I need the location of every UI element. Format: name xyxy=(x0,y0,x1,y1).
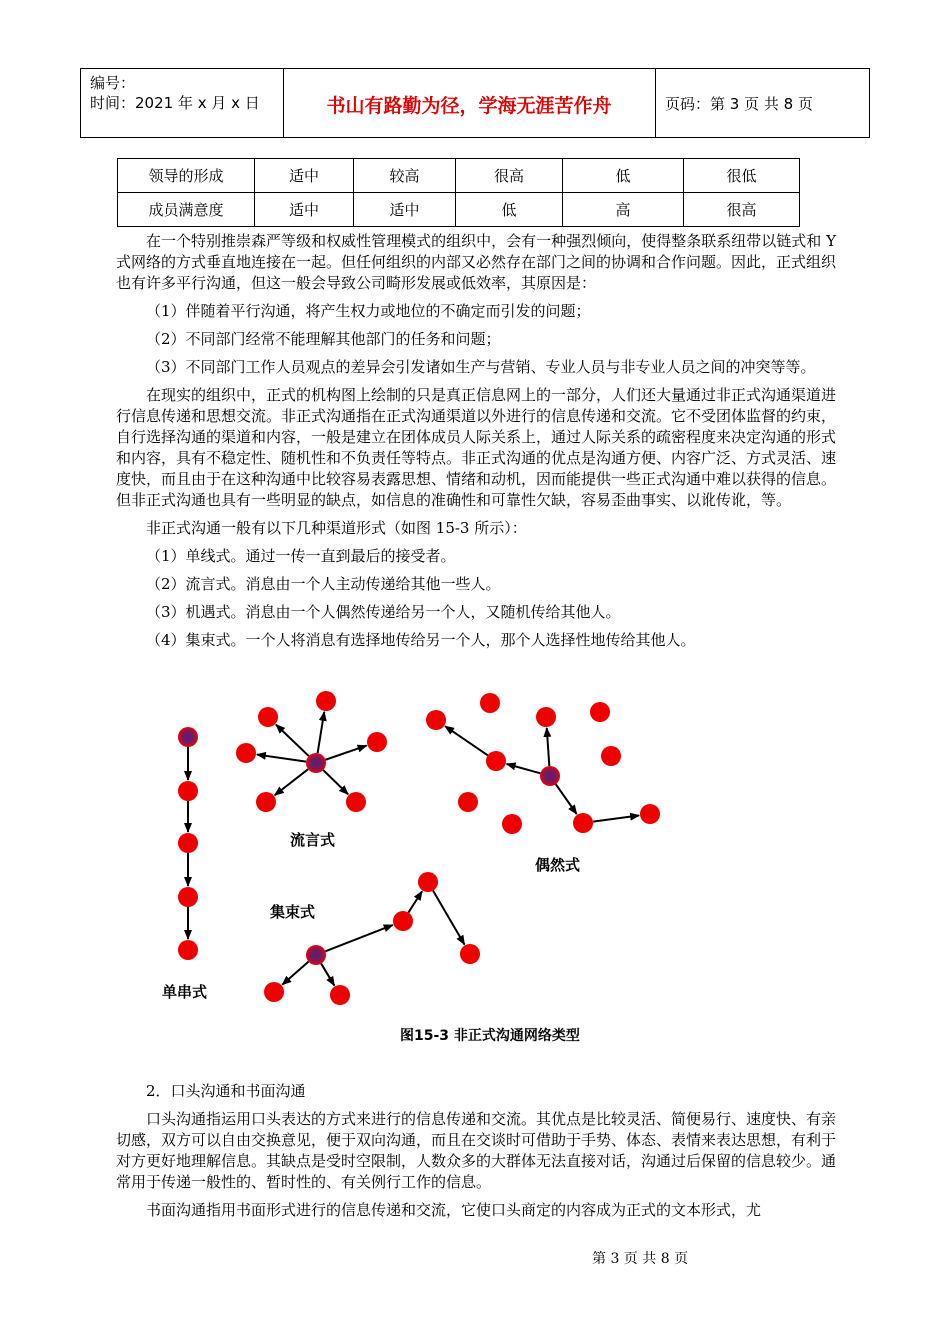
network-node xyxy=(393,911,413,931)
network-node xyxy=(178,887,198,907)
network-node xyxy=(458,792,478,812)
body-text-lower xyxy=(116,1081,836,1221)
source-node xyxy=(306,945,326,965)
source-node xyxy=(306,753,326,773)
network-node xyxy=(590,702,610,722)
date-label: 时间：2021 年 x 月 x 日 xyxy=(90,94,260,112)
table-cell: 成员满意度 xyxy=(118,193,255,227)
section-title: 2．口头沟通和书面沟通 xyxy=(146,1082,306,1100)
page-footer: 第 3 页 共 8 页 xyxy=(592,1251,689,1267)
label-rumor: 流言式 xyxy=(290,831,336,849)
arrow xyxy=(325,925,392,951)
network-node xyxy=(316,691,336,711)
network-node xyxy=(640,804,660,824)
network-node xyxy=(346,792,366,812)
table-cell: 适中 xyxy=(354,193,456,227)
arrow xyxy=(257,755,306,762)
network-node xyxy=(178,781,198,801)
network-node xyxy=(178,833,198,853)
network-node xyxy=(258,707,278,727)
table-row xyxy=(118,193,800,227)
arrow xyxy=(282,962,308,985)
network-node xyxy=(178,940,198,960)
source-node xyxy=(540,766,560,786)
arrow xyxy=(408,891,422,912)
network-node xyxy=(367,732,387,752)
table-cell: 低 xyxy=(563,159,684,193)
table-cell: 低 xyxy=(456,193,563,227)
table-row xyxy=(118,159,800,193)
table-cell: 很低 xyxy=(684,159,800,193)
label-cluster: 集束式 xyxy=(270,903,316,921)
table-cell: 适中 xyxy=(255,193,354,227)
label-single-chain: 单串式 xyxy=(162,983,208,1001)
paragraph: 在一个特别推崇森严等级和权威性管理模式的组织中，会有一种强烈倾向，使得整条联系纽带以链式和 Y 式网络的方式垂直地连接在一起。但任何组织的内部又必然存在部门之间的协调和合作问题。因此，正式组织也有许多平行沟通，但这一般会导致公司畸形发展或低效率，其原因是： xyxy=(116,232,837,292)
arrow xyxy=(433,891,464,945)
channel-item: （4）集束式。一个人将消息有选择地传给另一个人，那个人选择性地传给其他人。 xyxy=(146,631,696,649)
network-node xyxy=(601,746,621,766)
header-border-left xyxy=(80,69,81,137)
figure-caption: 图15-3 非正式沟通网络类型 xyxy=(400,1028,580,1044)
network-node xyxy=(536,707,556,727)
code-label: 编号： xyxy=(90,74,136,92)
arrow xyxy=(318,712,325,753)
header-page-label: 页码：第 3 页 共 8 页 xyxy=(665,95,813,113)
reason-item: （3）不同部门工作人员观点的差异会引发诸如生产与营销、专业人员与非专业人员之间的冲突等等。 xyxy=(146,358,816,376)
network-node xyxy=(418,872,438,892)
network-node xyxy=(486,751,506,771)
reason-item: （2）不同部门经常不能理解其他部门的任务和问题； xyxy=(146,330,501,348)
header-divider xyxy=(655,69,656,137)
network-node xyxy=(256,792,276,812)
table-cell: 适中 xyxy=(255,159,354,193)
arrow xyxy=(445,726,488,755)
arrow xyxy=(276,725,309,756)
comparison-table xyxy=(117,158,800,227)
header-border-right xyxy=(869,69,870,137)
label-chance: 偶然式 xyxy=(535,856,581,874)
arrow xyxy=(323,770,348,794)
channel-item: （1）单线式。通过一传一直到最后的接受者。 xyxy=(146,547,456,565)
network-node xyxy=(460,944,480,964)
arrow xyxy=(325,746,366,760)
network-node xyxy=(330,985,350,1005)
table-cell: 领导的形成 xyxy=(118,159,255,193)
header-meta xyxy=(90,73,260,113)
header-motto: 书山有路勤为径，学海无涯苦作舟 xyxy=(326,95,612,117)
paragraph: 在现实的组织中，正式的机构图上绘制的只是真正信息网上的一部分，人们还大量通过非正式沟通渠道进行信息传递和思想交流。非正式沟通指在正式沟通渠道以外进行的信息传递和交流。它不受团体监督的约束，自行选择沟通的渠道和内容，一般是建立在团体成员人际关系上，通过人际关系的疏密程度来决定沟通的形式和内容，具有不稳定性、随机性和不负责任等特点。非正式沟通的优点是沟通方便、内容广泛、方式灵活、速度快，而且由于在这种沟通中比较容易表露思想、情绪和动机，因而能提供一些正式沟通中难以获得的信息。但非正式沟通也具有一些明显的缺点，如信息的准确性和可靠性欠缺，容易歪曲事实、以讹传讹，等。 xyxy=(116,386,837,509)
arrow xyxy=(547,728,550,766)
network-node xyxy=(236,743,256,763)
channel-item: （3）机遇式。消息由一个人偶然传递给另一个人，又随机传给其他人。 xyxy=(146,603,621,621)
paragraph: 书面沟通指用书面形式进行的信息传递和交流，它使口头商定的内容成为正式的文本形式，尤 xyxy=(146,1201,762,1219)
paragraph: 口头沟通指运用口头表达的方式来进行的信息传递和交流。其优点是比较灵活、简便易行、速度快、有亲切感，双方可以自由交换意见，便于双向沟通，而且在交谈时可借助于手势、体态、表情来表达思想，有利于对方更好地理解信息。其缺点是受时空限制，人数众多的大群体无法直接对话，沟通过后保留的信息较少。通常用于传递一般性的、暂时性的、有关例行工作的信息。 xyxy=(116,1110,837,1191)
arrow xyxy=(321,964,334,986)
network-figure xyxy=(150,685,680,1015)
network-node xyxy=(264,982,284,1002)
channel-item: （2）流言式。消息由一个人主动传递给其他一些人。 xyxy=(146,575,501,593)
reason-item: （1）伴随着平行沟通，将产生权力或地位的不确定而引发的问题； xyxy=(146,302,591,320)
network-node xyxy=(426,710,446,730)
table-cell: 很高 xyxy=(684,193,800,227)
table-cell: 很高 xyxy=(456,159,563,193)
table-cell: 高 xyxy=(563,193,684,227)
network-node xyxy=(502,814,522,834)
arrow xyxy=(275,769,308,795)
network-nodes xyxy=(178,691,660,1005)
body-text-upper xyxy=(116,231,836,651)
network-node xyxy=(573,813,593,833)
table-cell: 较高 xyxy=(354,159,456,193)
page-header xyxy=(80,68,870,138)
paragraph: 非正式沟通一般有以下几种渠道形式（如图 15-3 所示）： xyxy=(146,519,527,537)
source-node xyxy=(178,727,198,747)
arrow xyxy=(593,815,639,821)
network-node xyxy=(480,693,500,713)
arrow xyxy=(556,784,577,814)
arrow xyxy=(507,764,541,773)
